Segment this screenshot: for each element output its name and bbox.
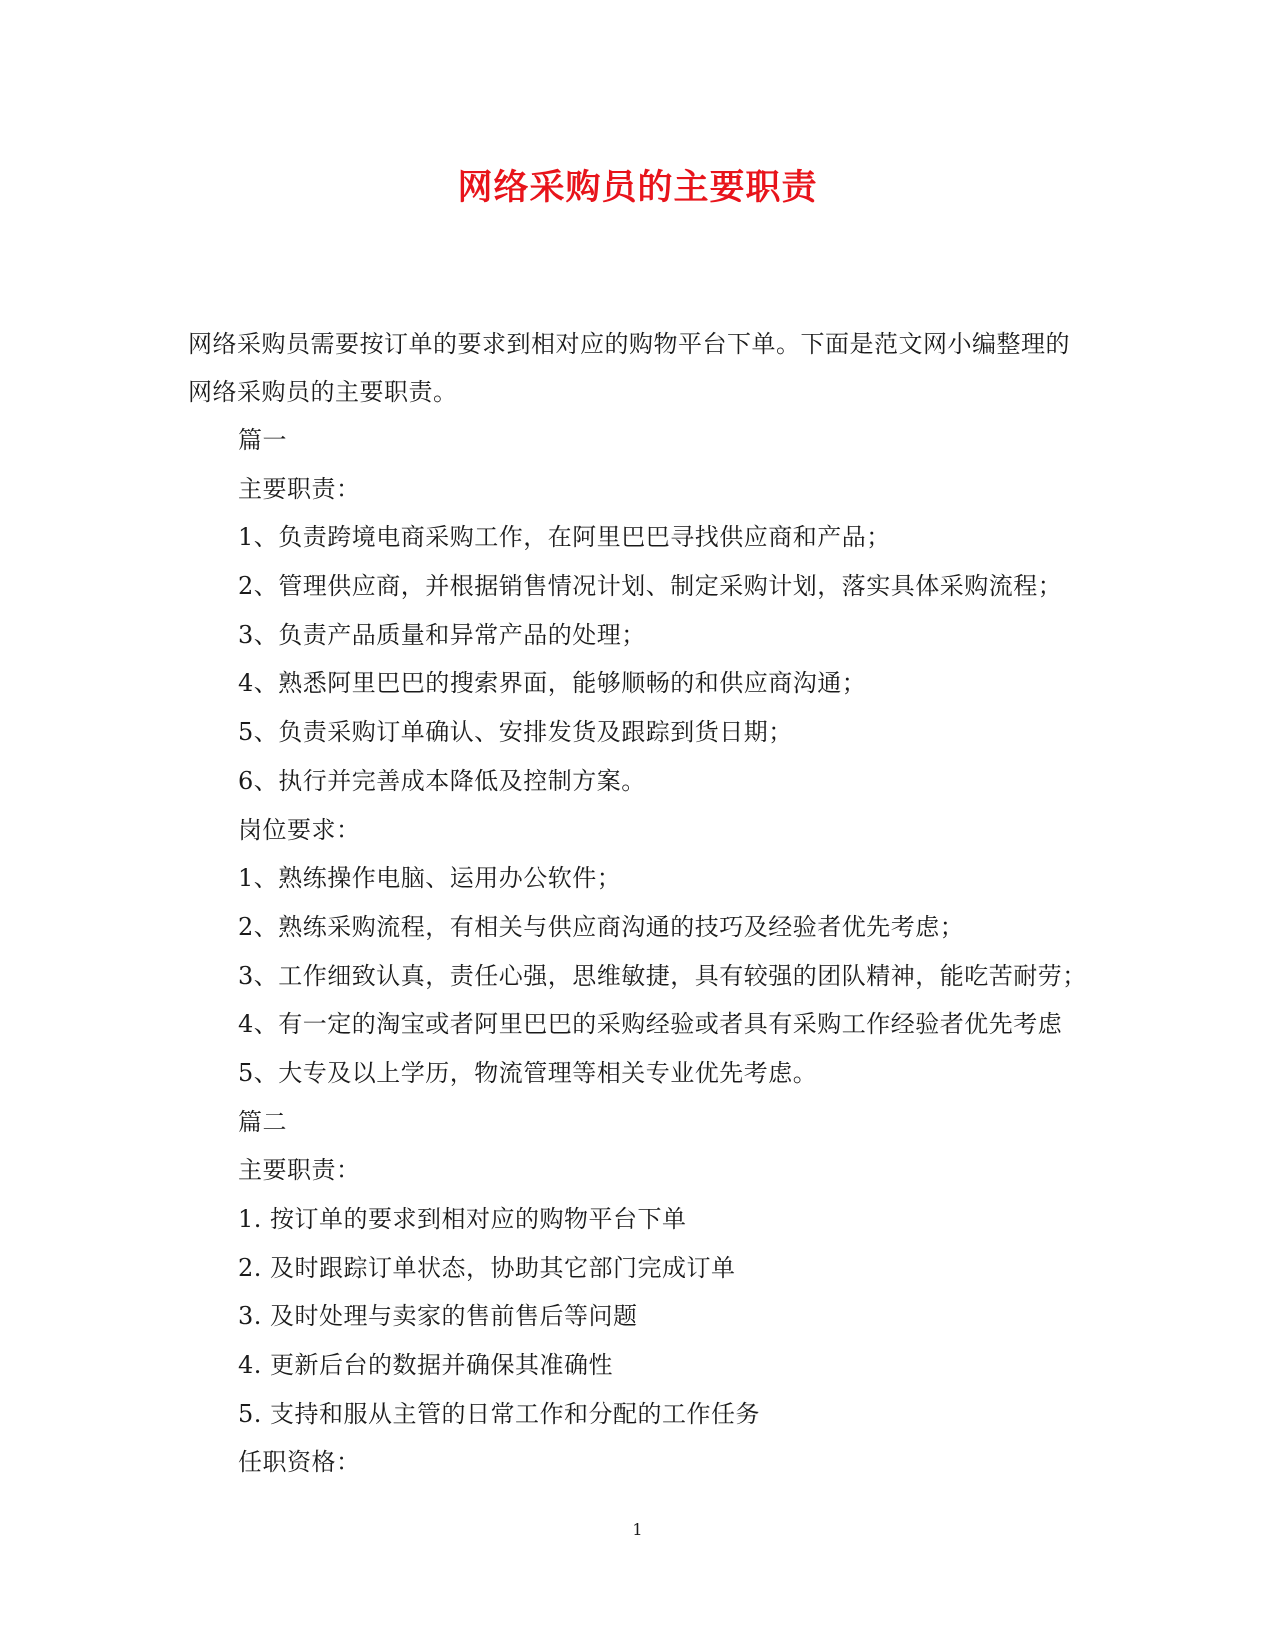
subheading-requirements: 岗位要求： — [238, 815, 361, 844]
list-item: 4、熟悉阿里巴巴的搜索界面，能够顺畅的和供应商沟通； — [238, 669, 867, 698]
content-lines — [238, 416, 1098, 1487]
intro-paragraph: 网络采购员需要按订单的要求到相对应的购物平台下单。下面是范文网小编整理的网络采购员的主要职责。 — [188, 330, 1070, 406]
list-item: 5、大专及以上学历，物流管理等相关专业优先考虑。 — [238, 1058, 818, 1087]
list-item: 3. 及时处理与卖家的售前售后等问题 — [238, 1302, 638, 1331]
list-item: 1、熟练操作电脑、运用办公软件； — [238, 864, 622, 893]
list-item: 2、管理供应商，并根据销售情况计划、制定采购计划，落实具体采购流程； — [238, 572, 1063, 601]
list-item: 4、有一定的淘宝或者阿里巴巴的采购经验或者具有采购工作经验者优先考虑 — [238, 1010, 1063, 1039]
page-number: 1 — [632, 1520, 643, 1539]
subheading-qualifications: 任职资格： — [238, 1448, 361, 1477]
list-item: 5. 支持和服从主管的日常工作和分配的工作任务 — [238, 1399, 761, 1428]
list-item: 1、负责跨境电商采购工作，在阿里巴巴寻找供应商和产品； — [238, 523, 891, 552]
section-heading-1: 篇一 — [238, 426, 287, 454]
list-item: 1. 按订单的要求到相对应的购物平台下单 — [238, 1205, 687, 1233]
list-item: 4. 更新后台的数据并确保其准确性 — [238, 1351, 614, 1380]
list-item: 3、负责产品质量和异常产品的处理； — [238, 620, 646, 649]
list-item: 2. 及时跟踪订单状态，协助其它部门完成订单 — [238, 1253, 736, 1282]
document-title: 网络采购员的主要职责 — [457, 167, 818, 208]
list-item: 3、工作细致认真，责任心强，思维敏捷，具有较强的团队精神，能吃苦耐劳； — [238, 961, 1087, 990]
subheading-main-duties-1: 主要职责： — [238, 474, 361, 503]
subheading-main-duties-2: 主要职责： — [238, 1156, 361, 1185]
list-item: 2、熟练采购流程，有相关与供应商沟通的技巧及经验者优先考虑； — [238, 912, 965, 941]
list-item: 5、负责采购订单确认、安排发货及跟踪到货日期； — [238, 718, 793, 747]
list-item: 6、执行并完善成本降低及控制方案。 — [238, 766, 646, 795]
section-heading-2: 篇二 — [238, 1107, 287, 1136]
